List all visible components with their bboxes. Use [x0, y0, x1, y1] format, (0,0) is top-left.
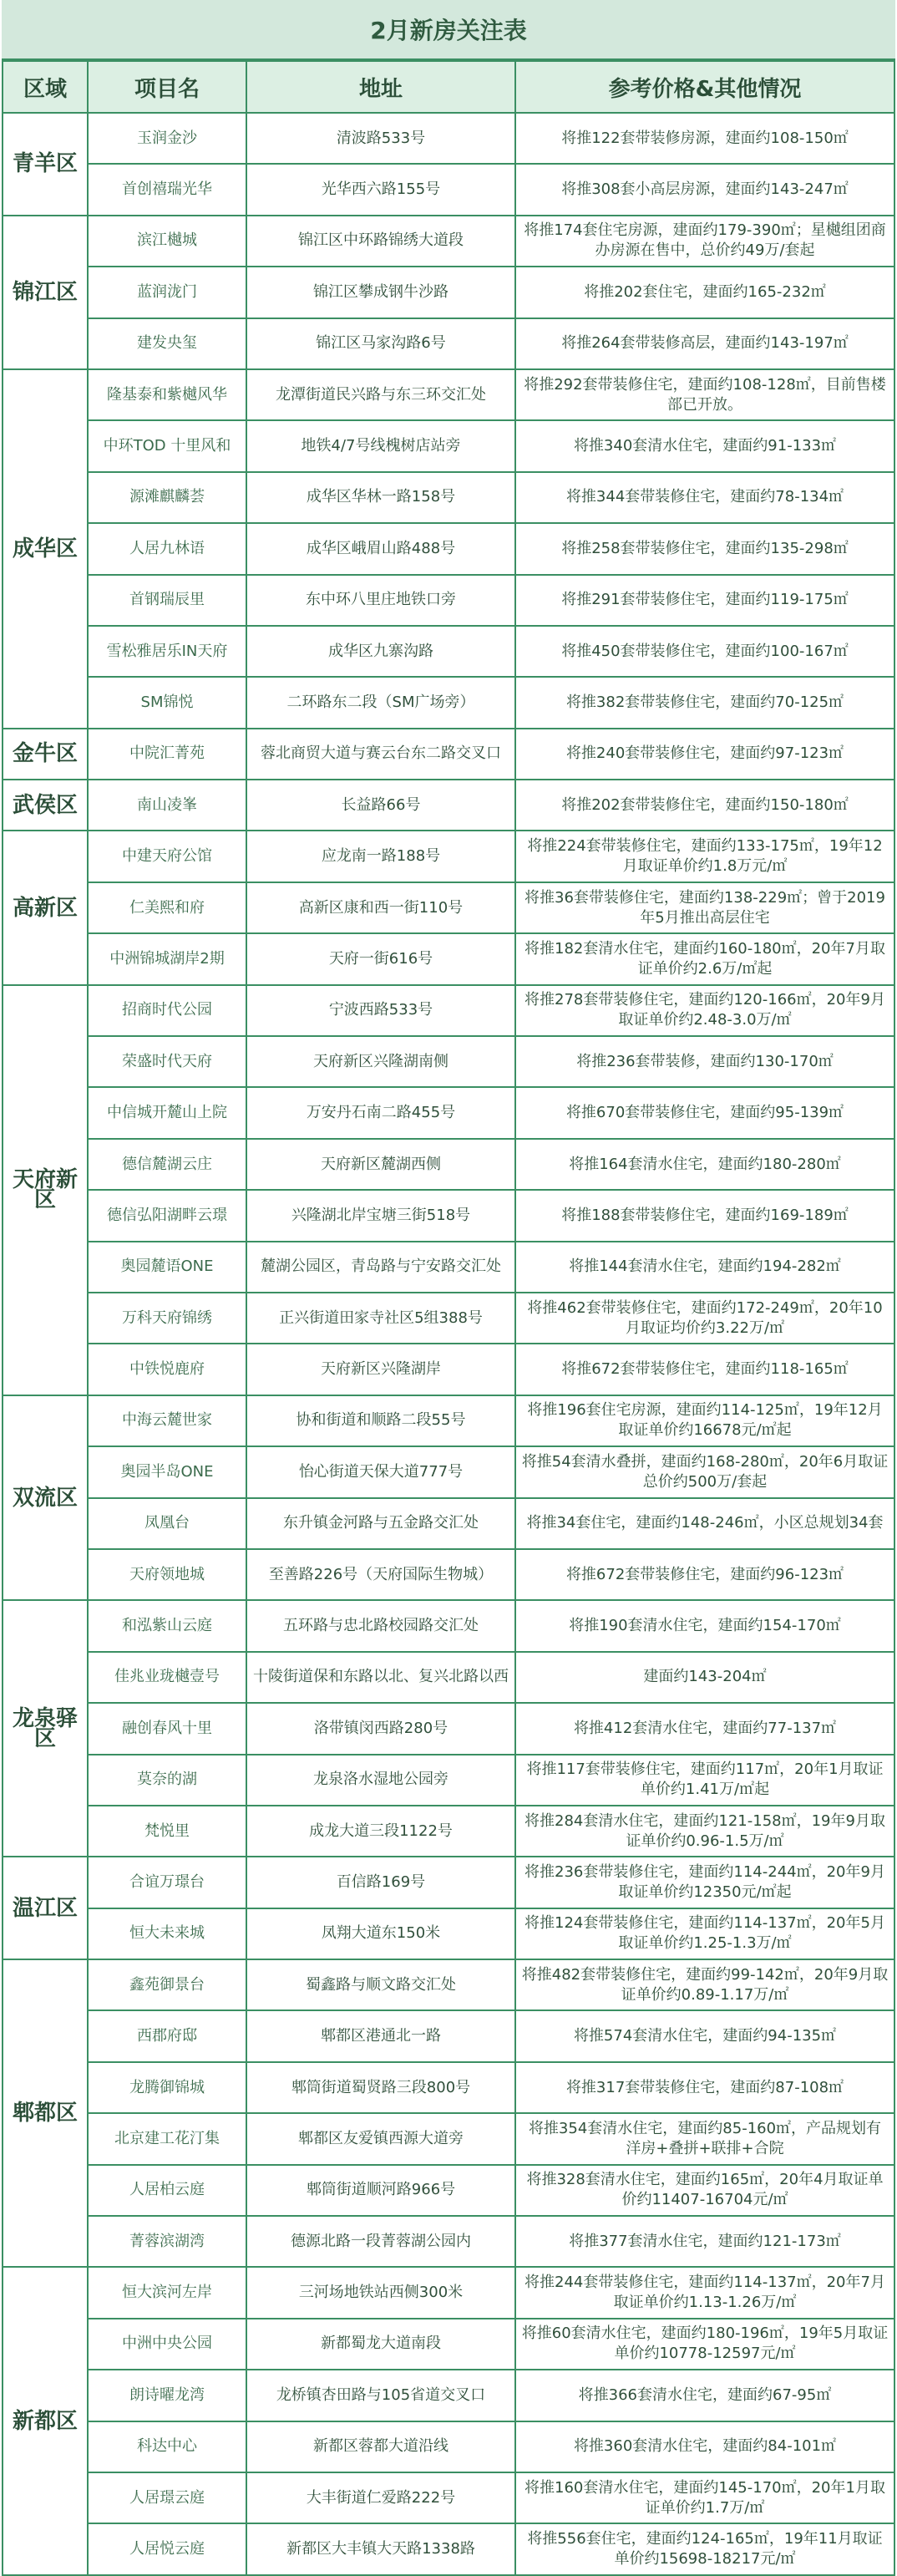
project-name-cell: 雪松雅居乐IN天府 [88, 626, 246, 677]
info-cell: 将推412套清水住宅，建面约77-137㎡ [515, 1703, 894, 1754]
info-cell: 将推36套带装修住宅，建面约138-229㎡；曾于2019年5月推出高层住宅 [515, 882, 894, 933]
table-row [3, 164, 894, 215]
table-row [3, 780, 894, 831]
info-cell: 将推190套清水住宅，建面约154-170㎡ [515, 1600, 894, 1651]
info-cell: 将推54套清水叠拼，建面约168-280㎡，20年6月取证总价约500万/套起 [515, 1446, 894, 1497]
table-row [3, 2523, 894, 2574]
info-cell: 将推328套清水住宅，建面约165㎡，20年4月取证单价约11407-16704元/㎡ [515, 2165, 894, 2216]
region-cell: 天府新区 [3, 985, 88, 1395]
table-row [3, 1703, 894, 1754]
table-row [3, 1190, 894, 1241]
header-project: 项目名 [88, 61, 246, 113]
table-row [3, 1857, 894, 1908]
region-cell: 武侯区 [3, 780, 88, 831]
address-cell: 德源北路一段菁蓉湖公园内 [246, 2216, 515, 2267]
address-cell: 麓湖公园区，青岛路与宁安路交汇处 [246, 1242, 515, 1293]
table-row [3, 216, 894, 267]
table-row [3, 2062, 894, 2113]
address-cell: 兴隆湖北岸宝塘三街518号 [246, 1190, 515, 1241]
info-cell: 将推174套住宅房源，建面约179-390㎡；星樾组团商办房源在售中，总价约49万/套起 [515, 216, 894, 267]
address-cell: 高新区康和西一街110号 [246, 882, 515, 933]
address-cell: 成龙大道三段1122号 [246, 1806, 515, 1857]
info-cell: 将推34套住宅，建面约148-246㎡，小区总规划34套 [515, 1498, 894, 1549]
address-cell: 郫都区港通北一路 [246, 2010, 515, 2061]
address-cell: 郫都区友爱镇西源大道旁 [246, 2113, 515, 2164]
header-region: 区域 [3, 61, 88, 113]
info-cell: 将推292套带装修住宅，建面约108-128㎡，目前售楼部已开放。 [515, 369, 894, 420]
project-name-cell: 合谊万璟台 [88, 1857, 246, 1908]
info-cell: 将推450套带装修住宅，建面约100-167㎡ [515, 626, 894, 677]
table-row [3, 1446, 894, 1497]
info-cell: 将推164套清水住宅，建面约180-280㎡ [515, 1139, 894, 1190]
address-cell: 天府新区兴隆湖南侧 [246, 1036, 515, 1087]
region-cell: 双流区 [3, 1395, 88, 1601]
address-cell: 百信路169号 [246, 1857, 515, 1908]
project-name-cell: 西郡府邸 [88, 2010, 246, 2061]
project-name-cell: 源滩麒麟荟 [88, 472, 246, 523]
info-cell: 将推264套带装修高层，建面约143-197㎡ [515, 318, 894, 369]
address-cell: 至善路226号（天府国际生物城） [246, 1549, 515, 1600]
info-cell: 将推60套清水住宅，建面约180-196㎡，19年5月取证单价约10778-12597元/㎡ [515, 2319, 894, 2370]
info-cell: 将推291套带装修住宅，建面约119-175㎡ [515, 575, 894, 626]
table-row [3, 1087, 894, 1138]
table-row [3, 575, 894, 626]
project-name-cell: 万科天府锦绣 [88, 1293, 246, 1344]
address-cell: 成华区峨眉山路488号 [246, 523, 515, 574]
table-row [3, 1600, 894, 1651]
table-row [3, 2113, 894, 2164]
table-row [3, 1908, 894, 1959]
project-name-cell: 人居璟云庭 [88, 2472, 246, 2523]
project-name-cell: 人居九林语 [88, 523, 246, 574]
address-cell: 清波路533号 [246, 113, 515, 164]
project-name-cell: 和泓紫山云庭 [88, 1600, 246, 1651]
project-name-cell: 中铁悦鹿府 [88, 1344, 246, 1395]
info-cell: 将推574套清水住宅，建面约94-135㎡ [515, 2010, 894, 2061]
address-cell: 郫筒街道顺河路966号 [246, 2165, 515, 2216]
project-name-cell: 鑫苑御景台 [88, 1959, 246, 2010]
table-row [3, 1139, 894, 1190]
info-cell: 将推244套带装修住宅，建面约114-137㎡，20年7月取证单价约1.13-1.26万/㎡ [515, 2267, 894, 2318]
project-name-cell: 建发央玺 [88, 318, 246, 369]
table-row [3, 472, 894, 523]
region-cell: 锦江区 [3, 216, 88, 369]
address-cell: 龙泉洛水湿地公园旁 [246, 1755, 515, 1806]
info-cell: 将推144套清水住宅，建面约194-282㎡ [515, 1242, 894, 1293]
info-cell: 将推670套带装修住宅，建面约95-139㎡ [515, 1087, 894, 1138]
info-cell: 将推377套清水住宅，建面约121-173㎡ [515, 2216, 894, 2267]
info-cell: 将推182套清水住宅，建面约160-180㎡，20年7月取证单价约2.6万/㎡起 [515, 933, 894, 984]
table-row [3, 1344, 894, 1395]
table-row [3, 1652, 894, 1703]
table-row [3, 2421, 894, 2472]
table-row [3, 2370, 894, 2421]
table-row [3, 318, 894, 369]
table-row [3, 2165, 894, 2216]
region-cell: 金牛区 [3, 729, 88, 780]
address-cell: 成华区九寨沟路 [246, 626, 515, 677]
table-row [3, 1549, 894, 1600]
info-cell: 将推308套小高层房源，建面约143-247㎡ [515, 164, 894, 215]
info-cell: 将推354套清水住宅，建面约85-160㎡，产品规划有洋房+叠拼+联排+合院 [515, 2113, 894, 2164]
table-row [3, 831, 894, 882]
address-cell: 新都区大丰镇大天路1338路 [246, 2523, 515, 2574]
address-cell: 洛带镇闵西路280号 [246, 1703, 515, 1754]
table-row [3, 523, 894, 574]
project-name-cell: 中院汇菁苑 [88, 729, 246, 780]
region-cell: 郫都区 [3, 1959, 88, 2267]
info-cell: 将推382套带装修住宅，建面约70-125㎡ [515, 677, 894, 728]
project-name-cell: 恒大未来城 [88, 1908, 246, 1959]
info-cell: 将推236套带装修住宅，建面约114-244㎡，20年9月取证单价约12350元/㎡起 [515, 1857, 894, 1908]
info-cell: 将推258套带装修住宅，建面约135-298㎡ [515, 523, 894, 574]
info-cell: 将推317套带装修住宅，建面约87-108㎡ [515, 2062, 894, 2113]
info-cell: 将推202套住宅，建面约165-232㎡ [515, 267, 894, 318]
table-row [3, 677, 894, 728]
region-cell: 青羊区 [3, 113, 88, 216]
region-cell: 高新区 [3, 831, 88, 984]
project-name-cell: 首创禧瑞光华 [88, 164, 246, 215]
address-cell: 郫筒街道蜀贤路三段800号 [246, 2062, 515, 2113]
project-name-cell: 科达中心 [88, 2421, 246, 2472]
project-name-cell: 人居悦云庭 [88, 2523, 246, 2574]
table-row [3, 626, 894, 677]
project-name-cell: 中洲锦城湖岸2期 [88, 933, 246, 984]
project-name-cell: 菁蓉滨湖湾 [88, 2216, 246, 2267]
project-name-cell: 南山凌峯 [88, 780, 246, 831]
table-row [3, 1242, 894, 1293]
housing-table [2, 60, 895, 2576]
project-name-cell: 天府领地城 [88, 1549, 246, 1600]
address-cell: 宁波西路533号 [246, 985, 515, 1036]
project-name-cell: 梵悦里 [88, 1806, 246, 1857]
info-cell: 将推196套住宅房源，建面约114-125㎡，19年12月取证单价约16678元/㎡起 [515, 1395, 894, 1446]
address-cell: 龙潭街道民兴路与东三环交汇处 [246, 369, 515, 420]
table-row [3, 933, 894, 984]
project-name-cell: 北京建工花汀集 [88, 2113, 246, 2164]
page-title: 2月新房关注表 [2, 0, 895, 60]
info-cell: 将推360套清水住宅，建面约84-101㎡ [515, 2421, 894, 2472]
project-name-cell: 中海云麓世家 [88, 1395, 246, 1446]
address-cell: 东中环八里庄地铁口旁 [246, 575, 515, 626]
project-name-cell: 凤凰台 [88, 1498, 246, 1549]
project-name-cell: 滨江樾城 [88, 216, 246, 267]
info-cell: 将推278套带装修住宅，建面约120-166㎡，20年9月取证单价约2.48-3.0万/㎡ [515, 985, 894, 1036]
table-row [3, 1806, 894, 1857]
info-cell: 将推160套清水住宅，建面约145-170㎡，20年1月取证单价约1.7万/㎡ [515, 2472, 894, 2523]
table-row [3, 2216, 894, 2267]
info-cell: 将推284套清水住宅，建面约121-158㎡，19年9月取证单价约0.96-1.5万/㎡ [515, 1806, 894, 1857]
info-cell: 将推224套带装修住宅，建面约133-175㎡，19年12月取证单价约1.8万元/㎡ [515, 831, 894, 882]
address-cell: 长益路66号 [246, 780, 515, 831]
address-cell: 二环路东二段（SM广场旁） [246, 677, 515, 728]
info-cell: 将推366套清水住宅，建面约67-95㎡ [515, 2370, 894, 2421]
project-name-cell: 龙腾御锦城 [88, 2062, 246, 2113]
table-row [3, 267, 894, 318]
info-cell: 将推556套住宅，建面约124-165㎡，19年11月取证单价约15698-18217元/㎡ [515, 2523, 894, 2574]
info-cell: 将推482套带装修住宅，建面约99-142㎡，20年9月取证单价约0.89-1.17万/㎡ [515, 1959, 894, 2010]
project-name-cell: 德信麓湖云庄 [88, 1139, 246, 1190]
project-name-cell: 融创春风十里 [88, 1703, 246, 1754]
project-name-cell: 仁美熙和府 [88, 882, 246, 933]
project-name-cell: SM锦悦 [88, 677, 246, 728]
info-cell: 将推117套带装修住宅，建面约117㎡，20年1月取证单价约1.41万/㎡起 [515, 1755, 894, 1806]
address-cell: 光华西六路155号 [246, 164, 515, 215]
info-cell: 将推124套带装修住宅，建面约114-137㎡，20年5月取证单价约1.25-1.3万/㎡ [515, 1908, 894, 1959]
info-cell: 将推340套清水住宅，建面约91-133㎡ [515, 420, 894, 471]
info-cell: 将推462套带装修住宅，建面约172-249㎡，20年10月取证均价约3.22万/㎡ [515, 1293, 894, 1344]
address-cell: 凤翔大道东150米 [246, 1908, 515, 1959]
project-name-cell: 招商时代公园 [88, 985, 246, 1036]
info-cell: 将推188套带装修住宅，建面约169-189㎡ [515, 1190, 894, 1241]
project-name-cell: 德信弘阳湖畔云璟 [88, 1190, 246, 1241]
address-cell: 蜀鑫路与顺文路交汇处 [246, 1959, 515, 2010]
address-cell: 锦江区攀成钢牛沙路 [246, 267, 515, 318]
project-name-cell: 首钢瑞辰里 [88, 575, 246, 626]
address-cell: 龙桥镇杏田路与105省道交叉口 [246, 2370, 515, 2421]
table-row [3, 729, 894, 780]
address-cell: 锦江区马家沟路6号 [246, 318, 515, 369]
region-cell: 温江区 [3, 1857, 88, 1959]
project-name-cell: 中建天府公馆 [88, 831, 246, 882]
address-cell: 天府新区兴隆湖岸 [246, 1344, 515, 1395]
table-row [3, 2267, 894, 2318]
table-body [3, 113, 894, 2575]
table-row [3, 1293, 894, 1344]
address-cell: 三河场地铁站西侧300米 [246, 2267, 515, 2318]
table-row [3, 1036, 894, 1087]
header-row [3, 61, 894, 113]
address-cell: 锦江区中环路锦绣大道段 [246, 216, 515, 267]
address-cell: 蓉北商贸大道与赛云台东二路交叉口 [246, 729, 515, 780]
info-cell: 将推672套带装修住宅，建面约96-123㎡ [515, 1549, 894, 1600]
table-row [3, 113, 894, 164]
address-cell: 协和街道和顺路二段55号 [246, 1395, 515, 1446]
project-name-cell: 中洲中央公园 [88, 2319, 246, 2370]
table-row [3, 420, 894, 471]
project-name-cell: 奥园麓语ONE [88, 1242, 246, 1293]
table-row [3, 369, 894, 420]
info-cell: 将推240套带装修住宅，建面约97-123㎡ [515, 729, 894, 780]
address-cell: 东升镇金河路与五金路交汇处 [246, 1498, 515, 1549]
address-cell: 应龙南一路188号 [246, 831, 515, 882]
project-name-cell: 蓝润泷门 [88, 267, 246, 318]
project-name-cell: 中信城开麓山上院 [88, 1087, 246, 1138]
address-cell: 新都蜀龙大道南段 [246, 2319, 515, 2370]
region-cell: 龙泉驿区 [3, 1600, 88, 1857]
info-cell: 将推122套带装修房源，建面约108-150㎡ [515, 113, 894, 164]
project-name-cell: 佳兆业珑樾壹号 [88, 1652, 246, 1703]
region-cell: 新都区 [3, 2267, 88, 2574]
info-cell: 将推202套带装修住宅，建面约150-180㎡ [515, 780, 894, 831]
table-row [3, 2010, 894, 2061]
info-cell: 将推344套带装修住宅，建面约78-134㎡ [515, 472, 894, 523]
address-cell: 天府一街616号 [246, 933, 515, 984]
address-cell: 怡心街道天保大道777号 [246, 1446, 515, 1497]
project-name-cell: 奥园半岛ONE [88, 1446, 246, 1497]
address-cell: 十陵街道保和东路以北、复兴北路以西 [246, 1652, 515, 1703]
address-cell: 天府新区麓湖西侧 [246, 1139, 515, 1190]
project-name-cell: 荣盛时代天府 [88, 1036, 246, 1087]
address-cell: 新都区蓉都大道沿线 [246, 2421, 515, 2472]
address-cell: 万安丹石南二路455号 [246, 1087, 515, 1138]
address-cell: 正兴街道田家寺社区5组388号 [246, 1293, 515, 1344]
project-name-cell: 中环TOD 十里风和 [88, 420, 246, 471]
table-row [3, 882, 894, 933]
project-name-cell: 人居柏云庭 [88, 2165, 246, 2216]
address-cell: 大丰街道仁爱路222号 [246, 2472, 515, 2523]
project-name-cell: 玉润金沙 [88, 113, 246, 164]
table-row [3, 1959, 894, 2010]
table-row [3, 1498, 894, 1549]
table-row [3, 1395, 894, 1446]
address-cell: 成华区华林一路158号 [246, 472, 515, 523]
info-cell: 建面约143-204㎡ [515, 1652, 894, 1703]
info-cell: 将推236套带装修，建面约130-170㎡ [515, 1036, 894, 1087]
project-name-cell: 隆基泰和紫樾风华 [88, 369, 246, 420]
project-name-cell: 朗诗曜龙湾 [88, 2370, 246, 2421]
project-name-cell: 恒大滨河左岸 [88, 2267, 246, 2318]
address-cell: 地铁4/7号线槐树店站旁 [246, 420, 515, 471]
region-cell: 成华区 [3, 369, 88, 729]
info-cell: 将推672套带装修住宅，建面约118-165㎡ [515, 1344, 894, 1395]
table-row [3, 2319, 894, 2370]
table-row [3, 1755, 894, 1806]
project-name-cell: 莫奈的湖 [88, 1755, 246, 1806]
header-address: 地址 [246, 61, 515, 113]
table-row [3, 2472, 894, 2523]
header-info: 参考价格&其他情况 [515, 61, 894, 113]
table-row [3, 985, 894, 1036]
address-cell: 五环路与忠北路校园路交汇处 [246, 1600, 515, 1651]
